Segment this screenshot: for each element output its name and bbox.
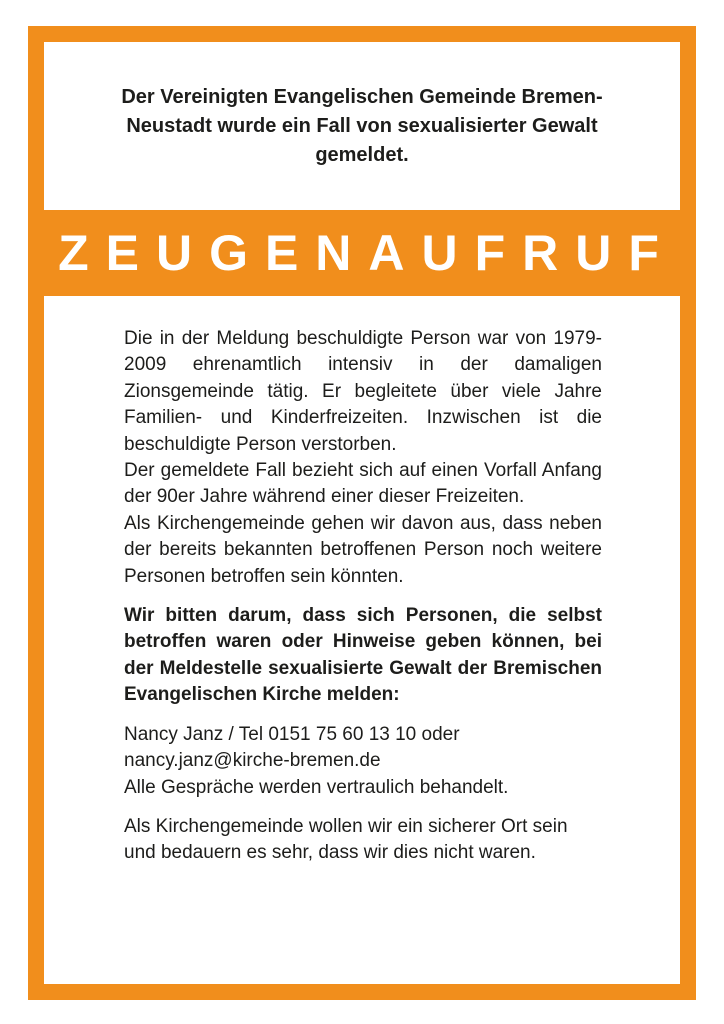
contact-email: nancy.janz@kirche-bremen.de xyxy=(124,750,381,772)
headline: ZEUGENAUFRUF xyxy=(58,225,676,281)
contact-confidential-note: Alle Gespräche werden vertraulich behandelt. xyxy=(124,776,509,798)
intro-box xyxy=(44,42,680,210)
closing-statement: Als Kirchengemeinde wollen wir ein sicherer Ort sein und bedauern es sehr, dass wir dies nicht waren. xyxy=(124,815,568,864)
paragraph-assumption: Als Kirchengemeinde gehen wir davon aus, dass neben der bereits bekannten betroffenen Person noch weitere Personen betroffen sein könnten. xyxy=(124,512,602,587)
contact-name-phone: Nancy Janz / Tel 0151 75 60 13 10 oder xyxy=(124,723,460,745)
paragraph-appeal: Wir bitten darum, dass sich Personen, die selbst betroffen waren oder Hinweise geben können, bei der Meldestelle sexualisierte Gewalt der Bremischen Evangelischen Kirche melden: xyxy=(124,605,602,706)
body-content xyxy=(124,326,602,867)
intro-text: Der Vereinigten Evangelischen Gemeinde Bremen-Neustadt wurde ein Fall von sexualisierter Gewalt gemeldet. xyxy=(121,85,603,166)
body-box xyxy=(44,296,680,984)
headline-banner xyxy=(28,210,696,296)
paragraph-incident: Der gemeldete Fall bezieht sich auf einen Vorfall Anfang der 90er Jahre während einer dieser Freizeiten. xyxy=(124,460,602,508)
paragraph-background: Die in der Meldung beschuldigte Person war von 1979-2009 ehrenamtlich intensiv in der damaligen Zionsgemeinde tätig. Er begleitete über viele Jahre Familien- und Kinderfreizeiten. Inzwischen ist die beschuldigte Person verstorben. xyxy=(124,328,602,455)
